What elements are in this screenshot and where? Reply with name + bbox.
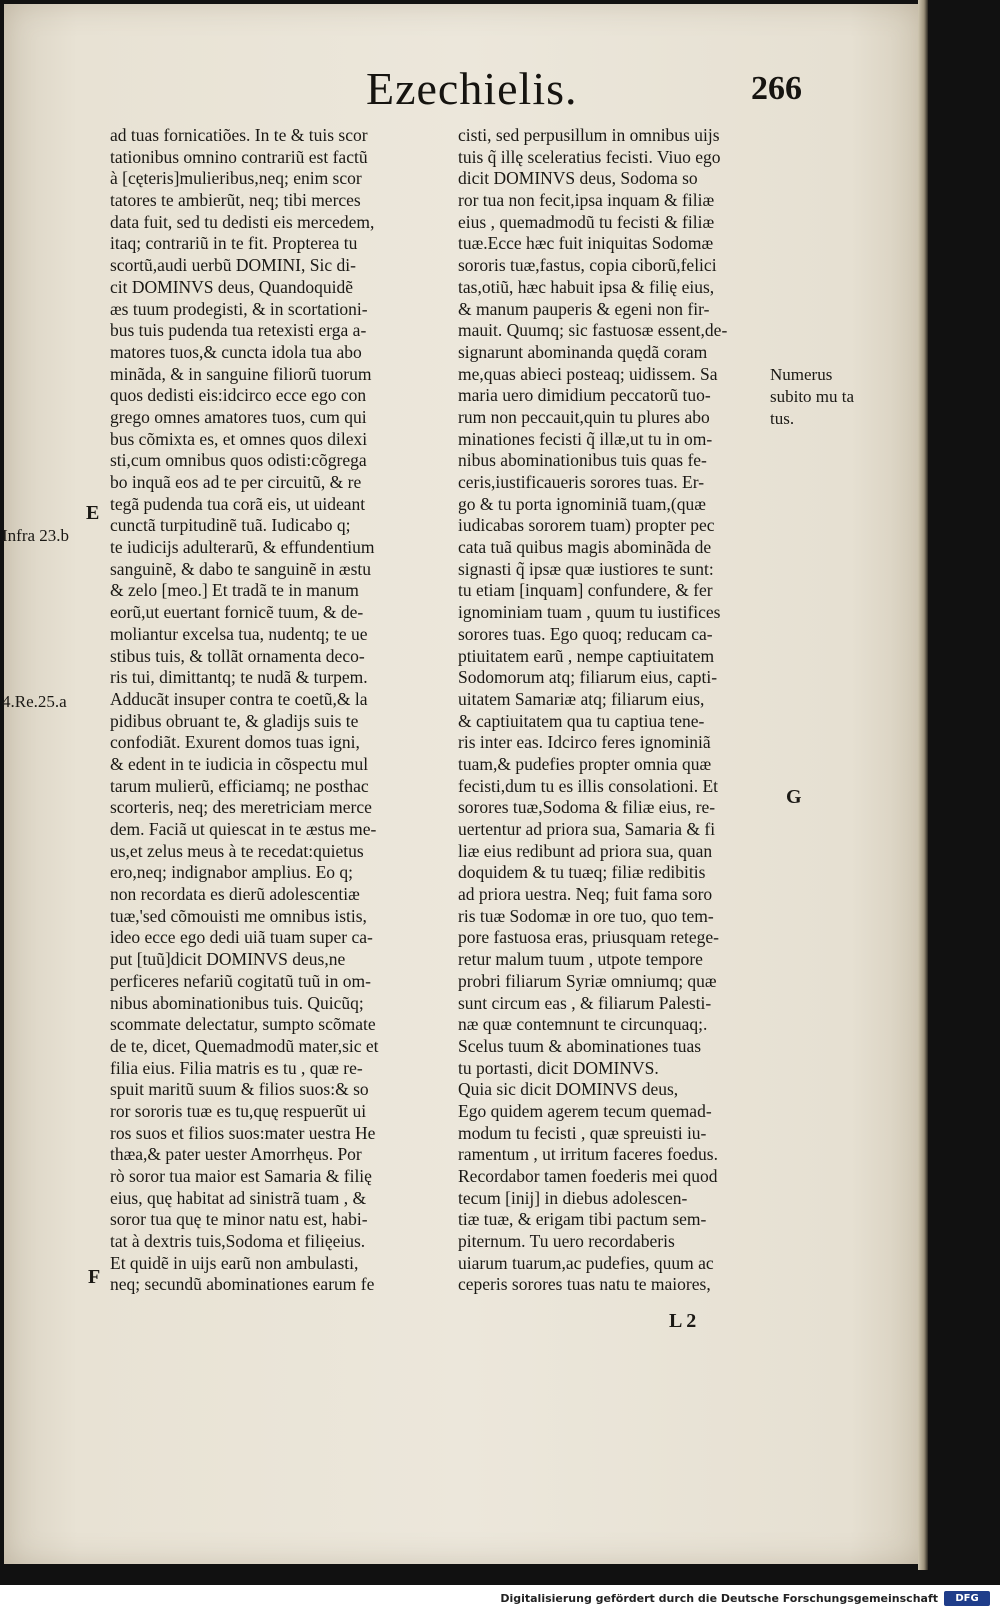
- text-column-left: [110, 125, 440, 1296]
- left-column-line: dem. Faciã ut quiescat in te æstus me-: [110, 819, 377, 839]
- right-column-line: iudicabas sororem tuam) propter pec: [458, 515, 715, 536]
- right-column-line: ror tua non fecit,ipsa inquam & filiæ: [458, 190, 715, 211]
- left-column-line: perficeres nefariũ cogitatũ tuũ in om-: [110, 970, 371, 991]
- left-column-line: cunctã turpitudinẽ tuã. Iudicabo q;: [110, 515, 351, 536]
- right-column-line: rum non peccauit,quin tu plures abo: [458, 406, 710, 427]
- left-column-line: ror sororis tuæ es tu,quę respuerũt ui: [110, 1100, 367, 1121]
- left-column-line: grego omnes amatores tuos, cum qui: [110, 406, 367, 427]
- margin-gloss-numerus: Numerus: [770, 365, 833, 384]
- right-column-line: cisti, sed perpusillum in omnibus uijs: [458, 125, 720, 145]
- right-column-line: tecum [inij] in diebus adolescen-: [458, 1187, 688, 1208]
- left-column-line: à [cęteris]mulieribus,neq; enim scor: [110, 168, 362, 189]
- left-column-line: spuit maritũ suum & filios suos:& so: [110, 1079, 369, 1100]
- right-column-line: liæ eius redibunt ad priora sua, quan: [458, 840, 713, 861]
- right-column-line: go & tu porta ignominiã tuam,(quæ: [458, 493, 706, 514]
- left-column-line: matores tuos,& cuncta idola tua abo: [110, 341, 362, 362]
- right-column-line: piternum. Tu uero recordaberis: [458, 1231, 675, 1252]
- left-column-line: us,et zelus meus à te recedat:quietus: [110, 840, 364, 861]
- left-column-line: put [tuũ]dicit DOMINVS deus,ne: [110, 949, 346, 970]
- right-column-line: tiæ tuæ, & erigam tibi pactum sem-: [458, 1209, 707, 1230]
- left-column-line: & edent in te iudicia in cõspectu mul: [110, 753, 369, 774]
- signature-mark: L 2: [669, 1310, 697, 1332]
- right-column-line: uitatem Samariæ atq; filiarum eius,: [458, 688, 705, 709]
- right-column-line: tuam,& pudefies propter omnia quæ: [458, 753, 712, 774]
- left-column-line: non recordata es dierũ adolescentiæ: [110, 884, 360, 905]
- left-column-line: te iudicijs adulterarũ, & effundentium: [110, 537, 375, 558]
- left-column-line: tat à dextris tuis,Sodoma et filięeius.: [110, 1231, 366, 1252]
- right-column-line: ris inter eas. Idcirco feres ignominiã: [458, 732, 711, 753]
- right-column-line: nibus abominationibus tuis quas fe-: [458, 450, 707, 471]
- right-column-line: tu portasti, dicit DOMINVS.: [458, 1057, 659, 1078]
- right-column-line: uertentur ad priora sua, Samaria & fi: [458, 819, 716, 839]
- left-column-line: minãda, & in sanguine filiorũ tuorum: [110, 363, 372, 384]
- right-column-line: ptiuitatem earũ , nempe captiuitatem: [458, 645, 715, 666]
- left-column-line: ris tui, dimittantq; te nudã & turpem.: [110, 667, 368, 688]
- right-column-line: sunt circum eas , & filiarum Palesti-: [458, 992, 712, 1013]
- right-column-line: Sodomorum atq; filiarum eius, capti-: [458, 667, 718, 688]
- left-column-line: æs tuum prodegisti, & in scortationi-: [110, 298, 368, 319]
- section-letter-e: E: [86, 502, 100, 524]
- left-column-line: cit DOMINVS deus, Quandoquidẽ: [110, 276, 354, 297]
- right-column-line: fecisti,dum tu es illis consolationi. Et: [458, 775, 719, 796]
- margin-gloss-tus: tus.: [770, 409, 795, 428]
- left-column-line: Adducãt insuper contra te coetũ,& la: [110, 688, 368, 709]
- left-column-line: bus tuis pudenda tua retexisti erga a-: [110, 320, 367, 341]
- left-column-line: ero,neq; indignabor amplius. Eo q;: [110, 862, 354, 883]
- left-column-line: tatores te ambierũt, neq; tibi merces: [110, 190, 361, 211]
- footer-credit: Digitalisierung gefördert durch die Deutsche Forschungsgemeinschaft: [500, 1592, 938, 1605]
- right-column-line: pore fastuosa eras, priusquam retege-: [458, 927, 719, 948]
- left-column-line: eius, quę habitat ad sinistrã tuam , &: [110, 1187, 367, 1208]
- right-column-line: signarunt abominanda quędã coram: [458, 341, 708, 362]
- right-column-line: ignominiam tuam , quum tu iustifices: [458, 602, 721, 623]
- right-column-line: tas,otiũ, hæc habuit ipsa & filię eius,: [458, 276, 715, 297]
- footer-bar: [0, 1585, 1000, 1613]
- margin-gloss-subito: subito mu ta: [770, 387, 855, 406]
- left-column-line: scorteris, neq; des meretriciam merce: [110, 797, 372, 818]
- right-column-line: mauit. Quumq; sic fastuosæ essent,de-: [458, 320, 728, 341]
- right-column-line: eius , quemadmodũ tu fecisti & filiæ: [458, 211, 715, 232]
- left-column-line: bo inquã eos ad te per circuitũ, & re: [110, 472, 362, 492]
- left-column-line: tegã pudenda tua corã eis, ut uideant: [110, 493, 366, 514]
- right-column-line: ceperis sorores tuas natu te maiores,: [458, 1274, 711, 1295]
- right-column-line: ad priora uestra. Neq; fuit fama soro: [458, 884, 713, 905]
- right-column-line: probri filiarum Syriæ omniumq; quæ: [458, 970, 717, 991]
- left-column-line: sti,cum omnibus quos odisti:cõgrega: [110, 450, 367, 471]
- right-column-line: tuis q̃ illę sceleratius fecisti. Viuo ego: [458, 146, 721, 167]
- right-column-line: Quia sic dicit DOMINVS deus,: [458, 1079, 679, 1100]
- page-edge-shadow: [918, 0, 928, 1570]
- left-column-line: ad tuas fornicatiões. In te & tuis scor: [110, 125, 368, 145]
- left-column-line: filia eius. Filia matris es tu , quæ re-: [110, 1057, 363, 1078]
- right-column-line: doquidem & tu tuæq; filiæ redibitis: [458, 862, 706, 883]
- right-column-line: retur malum tuum , utpote tempore: [458, 949, 703, 970]
- text-column-right: [458, 125, 793, 1296]
- margin-gloss-reg: 4.Re.25.a: [2, 692, 67, 711]
- left-column-line: eorũ,ut euertant fornicẽ tuum, & de-: [110, 602, 364, 623]
- margin-gloss-infra: Infra 23.b: [2, 526, 70, 545]
- left-column-line: pidibus obruant te, & gladijs suis te: [110, 710, 359, 731]
- left-column-line: neq; secundũ abominationes earum fe: [110, 1274, 375, 1295]
- right-column-line: Recordabor tamen foederis mei quod: [458, 1166, 718, 1186]
- right-column-line: signasti q̃ ipsæ quæ iustiores te sunt:: [458, 558, 714, 579]
- right-column-line: me,quas abieci posteaq; uidissem. Sa: [458, 363, 718, 384]
- left-column-line: stibus tuis, & tollãt ornamenta deco-: [110, 645, 365, 666]
- left-column-line: quos dedisti eis:idcirco ecce ego con: [110, 385, 367, 406]
- left-column-line: itaq; contrariũ in te fit. Propterea tu: [110, 233, 358, 254]
- left-column-line: soror tua quę te minor natu est, habi-: [110, 1209, 368, 1230]
- left-column-line: scommate delectatur, sumpto scõmate: [110, 1014, 376, 1035]
- right-column-line: ris tuæ Sodomæ in ore tuo, quo tem-: [458, 905, 714, 926]
- left-column-line: thæa,& pater uester Amorrhęus. Por: [110, 1144, 362, 1165]
- left-column-line: tationibus omnino contrariũ est factũ: [110, 146, 368, 167]
- page-number: 266: [751, 70, 802, 107]
- left-column-line: moliantur excelsa tua, nudentq; te ue: [110, 623, 368, 644]
- running-title: Ezechielis.: [366, 63, 578, 114]
- left-column-line: tuæ,'sed cõmouisti me omnibus istis,: [110, 905, 367, 926]
- left-column-line: nibus abominationibus tuis. Quicũq;: [110, 992, 364, 1013]
- left-column-line: bus cõmixta es, et omnes quos dilexi: [110, 428, 368, 449]
- right-column-line: næ quæ contemnunt te circunquaq;.: [458, 1014, 708, 1035]
- right-column-line: sorores tuæ,Sodoma & filiæ eius, re-: [458, 797, 716, 818]
- right-column-line: & manum pauperis & egeni non fir-: [458, 298, 710, 319]
- left-column-line: ideo ecce ego dedi uiã tuam super ca-: [110, 927, 373, 948]
- right-column-line: uiarum tuarum,ac pudefies, quum ac: [458, 1252, 714, 1273]
- right-column-line: dicit DOMINVS deus, Sodoma so: [458, 168, 698, 189]
- right-column-line: tu etiam [inquam] confundere, & fer: [458, 580, 713, 601]
- right-column-line: minationes fecisti q̃ illæ,ut tu in om-: [458, 428, 713, 449]
- right-column-line: Scelus tuum & abominationes tuas: [458, 1035, 702, 1056]
- left-column-line: rò soror tua maior est Samaria & filię: [110, 1166, 372, 1186]
- left-column-line: confodiãt. Exurent domos tuas igni,: [110, 732, 360, 753]
- right-column-line: ramentum , ut irritum faceres foedus.: [458, 1144, 718, 1165]
- left-column-line: sanguinẽ, & dabo te sanguinẽ in æstu: [110, 558, 372, 579]
- right-column-line: Ego quidem agerem tecum quemad-: [458, 1100, 712, 1121]
- right-column-line: & captiuitatem qua tu captiua tene-: [458, 710, 705, 731]
- left-column-line: Et quidẽ in uijs earũ non ambulasti,: [110, 1252, 359, 1273]
- section-letter-g: G: [786, 786, 802, 808]
- left-column-line: data fuit, sed tu dedisti eis mercedem,: [110, 211, 375, 232]
- right-column-line: sorores tuas. Ego quoq; reducam ca-: [458, 623, 713, 644]
- right-column-line: modum tu fecisti , quæ spreuisti iu-: [458, 1122, 707, 1143]
- left-column-line: tarum mulierũ, efficiamq; ne posthac: [110, 775, 369, 796]
- book-page: [4, 4, 924, 1564]
- section-letter-f: F: [88, 1266, 101, 1288]
- left-column-line: & zelo [meo.] Et tradã te in manum: [110, 580, 359, 601]
- right-column-line: maria uero dimidium peccatorũ tuo-: [458, 385, 711, 406]
- dfg-logo: DFG: [944, 1591, 990, 1606]
- left-column-line: de te, dicet, Quemadmodũ mater,sic et: [110, 1035, 379, 1056]
- right-column-line: ceris,iustificaueris sorores tuas. Er-: [458, 472, 705, 492]
- right-column-line: sororis tuæ,fastus, copia ciborũ,felici: [458, 255, 717, 276]
- right-column-line: tuæ.Ecce hæc fuit iniquitas Sodomæ: [458, 233, 714, 254]
- left-column-line: scortũ,audi uerbũ DOMINI, Sic di-: [110, 255, 356, 276]
- left-column-line: ros suos et filios suos:mater uestra He: [110, 1122, 376, 1143]
- right-column-line: cata tuã quibus magis abominãda de: [458, 537, 712, 558]
